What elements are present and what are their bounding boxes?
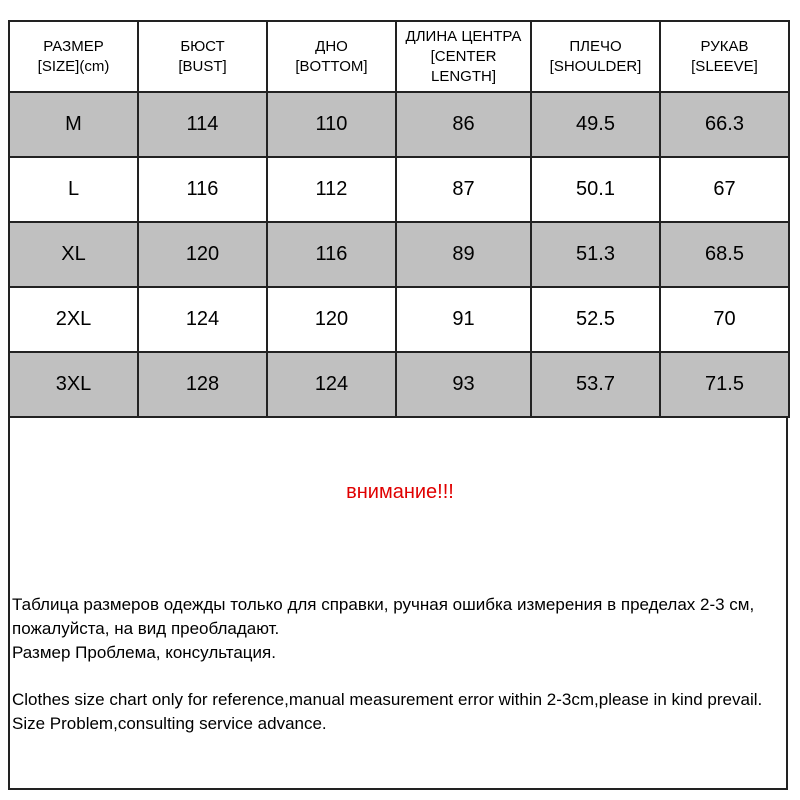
english-disclaimer [12, 688, 784, 736]
cell-sleeve: 71.5 [660, 352, 789, 417]
cell-size: 2XL [9, 287, 138, 352]
cell-center-length: 89 [396, 222, 531, 287]
cell-bottom: 120 [267, 287, 396, 352]
header-center-length: ДЛИНА ЦЕНТРА [CENTER LENGTH] [396, 21, 531, 92]
english-disclaimer-line: Size Problem,consulting service advance. [12, 714, 327, 733]
cell-bottom: 124 [267, 352, 396, 417]
table-header-row [9, 21, 789, 92]
cell-size: L [9, 157, 138, 222]
cell-bottom: 110 [267, 92, 396, 157]
cell-bust: 128 [138, 352, 267, 417]
cell-sleeve: 68.5 [660, 222, 789, 287]
cell-center-length: 87 [396, 157, 531, 222]
table-row [9, 352, 789, 417]
header-size: РАЗМЕР [SIZE](cm) [9, 21, 138, 92]
cell-bust: 124 [138, 287, 267, 352]
cell-size: 3XL [9, 352, 138, 417]
cell-shoulder: 52.5 [531, 287, 660, 352]
cell-center-length: 93 [396, 352, 531, 417]
cell-center-length: 86 [396, 92, 531, 157]
cell-center-length: 91 [396, 287, 531, 352]
cell-size: M [9, 92, 138, 157]
header-bottom: ДНО [BOTTOM] [267, 21, 396, 92]
cell-shoulder: 51.3 [531, 222, 660, 287]
size-table [8, 20, 790, 418]
cell-bottom: 116 [267, 222, 396, 287]
cell-bust: 116 [138, 157, 267, 222]
cell-size: XL [9, 222, 138, 287]
russian-disclaimer [12, 593, 784, 665]
table-row [9, 157, 789, 222]
russian-disclaimer-line: Таблица размеров одежды только для справки, ручная ошибка измерения в пределах 2-3 см, пожалуйста, на вид преобладают. [12, 595, 755, 638]
cell-shoulder: 50.1 [531, 157, 660, 222]
cell-sleeve: 67 [660, 157, 789, 222]
header-bust: БЮСТ [BUST] [138, 21, 267, 92]
russian-disclaimer-line: Размер Проблема, консультация. [12, 643, 276, 662]
attention-notice: внимание!!! [346, 481, 454, 503]
cell-shoulder: 49.5 [531, 92, 660, 157]
header-shoulder: ПЛЕЧО [SHOULDER] [531, 21, 660, 92]
table-row [9, 92, 789, 157]
cell-shoulder: 53.7 [531, 352, 660, 417]
cell-bust: 120 [138, 222, 267, 287]
table-row [9, 222, 789, 287]
cell-bust: 114 [138, 92, 267, 157]
header-sleeve: РУКАВ [SLEEVE] [660, 21, 789, 92]
cell-bottom: 112 [267, 157, 396, 222]
table-row [9, 287, 789, 352]
cell-sleeve: 66.3 [660, 92, 789, 157]
english-disclaimer-line: Clothes size chart only for reference,manual measurement error within 2-3cm,please in kind prevail. [12, 690, 763, 709]
cell-sleeve: 70 [660, 287, 789, 352]
